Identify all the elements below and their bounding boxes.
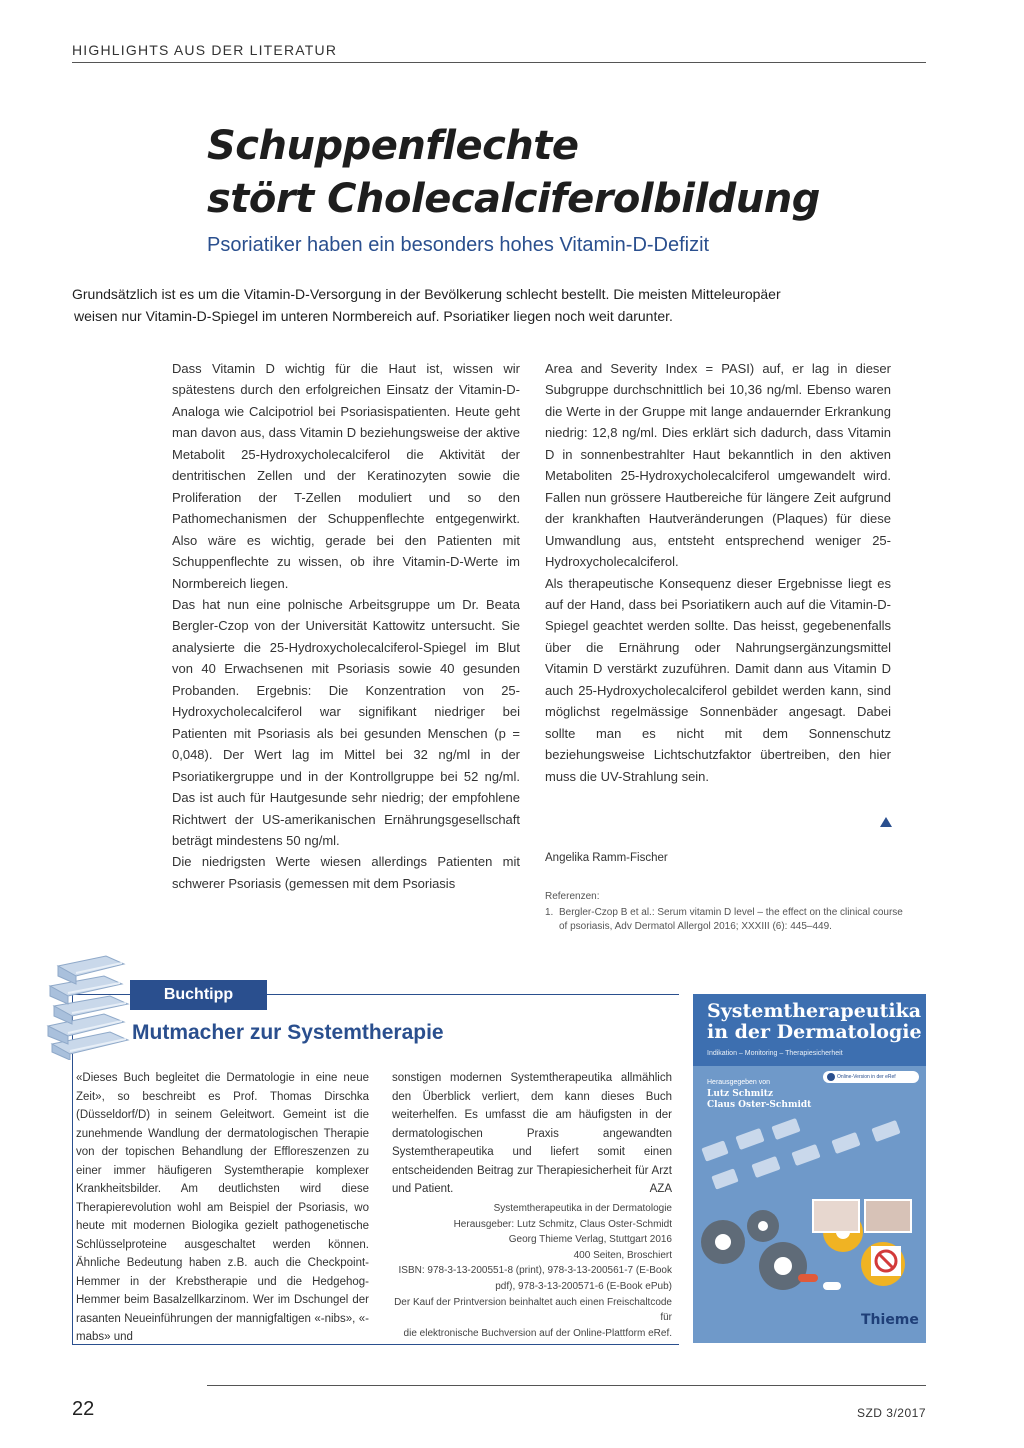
buchtipp-tag: Buchtipp <box>130 980 267 1010</box>
cover-eref-badge: Online-Version in der eRef <box>823 1071 919 1083</box>
article-subtitle: Psoriatiker haben ein besonders hohes Vitamin-D-Defizit <box>207 234 710 256</box>
review-text: sonstigen modernen Systemtherapeutika allmählich den Überblick verliert, dem kann dieses Buch weiterhelfen. Es umfasst die am häufigsten in der dermatologischen Praxis angewandten Systemtherapeutika und liefert somit einen entscheidenden Beitrag zur Therapiesicherheit für Arzt und Patient. <box>392 1072 672 1195</box>
paragraph: Das hat nun eine polnische Arbeitsgruppe um Dr. Beata Bergler-Czop von der Universität Kattowitz untersucht. Sie analysierte die 25-Hydroxycholecalciferol-Spiegel im Blut von 40 Erwachsenen mit Psoriasis sowie 40 gesunden Probanden. Ergebnis: Die Konzentration von 25-Hydroxycholecalciferol war signifikant niedriger bei Patienten mit Psoriasis als bei gesunden Menschen (p = 0,048). Der Wert lag im Mittel bei 32 ng/ml in der Psoriatikergruppe und in der Kontrollgruppe bei 52 ng/ml. Das ist auch für Hautgesunde sehr niedrig; der empfohlene Richtwert der US-amerikanischen Ernährungsgesellschaft beträgt mindestens 50 ng/ml. <box>172 596 520 848</box>
title-line-1: Schuppenflechte <box>207 123 579 169</box>
review-signoff: AZA <box>649 1183 672 1195</box>
cover-title <box>707 1001 922 1043</box>
article-column-1 <box>172 358 520 894</box>
issue-label: SZD 3/2017 <box>856 1406 926 1420</box>
review-column-2 <box>392 1069 672 1199</box>
review-column-1: «Dieses Buch begleitet die Dermatologie in eine neue Zeit», so beschreibt es Prof. Thomas Dirschka (Düsseldorf/D) in seinem Geleitwort. Gemeint ist die zunehmende Wandlung der dermatologischen Therapie von der topischen Behandlung der Effloreszenzen zu einer immer häufigeren Systemtherapie komplexer Krankheitsbilder. Am deutlichsten wird diese Therapierevolution wohl am Beispiel der Psoriasis, wo heute mit modernen Biologika gezielt pathogenetische Schlüsselproteine ausgeschaltet werden können. Ähnliche Bedeutung haben z.B. auch die Checkpoint-Hemmer in der Krebstherapie und die Hedgehog-Hemmer beim Basalzellkarzinom. Wer im Dschungel der rasanten Neueinführungen der mannigfaltigen «-nibs», «-mabs» und <box>76 1072 369 1343</box>
cover-editors <box>707 1089 811 1111</box>
lead-line-2: weisen nur Vitamin-D-Spiegel im unteren Normbereich auf. Psoriatiker liegen noch weit darunter. <box>74 308 673 324</box>
plus-icon <box>827 1073 835 1081</box>
footer-divider <box>207 1385 926 1386</box>
bib-line: Herausgeber: Lutz Schmitz, Claus Oster-Schmidt <box>453 1218 672 1230</box>
cover-editor-1: Lutz Schmitz <box>707 1089 774 1099</box>
article-lead <box>72 283 942 327</box>
cover-title-line-1: Systemtherapeutika <box>707 1000 922 1022</box>
bibliographic-info <box>392 1201 672 1341</box>
books-icon <box>40 948 135 1060</box>
bib-line: die elektronische Buchversion auf der Online-Plattform eRef. <box>403 1327 672 1339</box>
paragraph: Die niedrigsten Werte wiesen allerdings Patienten mit schwerer Psoriasis (gemessen mit dem Psoriasis <box>172 854 520 891</box>
publisher-logo: Thieme <box>861 1312 919 1328</box>
bib-line: Systemtherapeutika in der Dermatologie <box>493 1203 672 1214</box>
lead-line-1: Grundsätzlich ist es um die Vitamin-D-Versorgung in der Bevölkerung schlecht bestellt. Die meisten Mitteleuropäer <box>72 286 781 302</box>
title-line-2: stört Cholecalciferolbildung <box>207 176 820 222</box>
bib-line: Georg Thieme Verlag, Stuttgart 2016 <box>508 1234 672 1246</box>
bib-line: pdf), 978-3-13-200571-6 (E-Book ePub) <box>495 1280 672 1292</box>
reference-item <box>545 906 905 934</box>
buchtipp-title: Mutmacher zur Systemtherapie <box>132 1021 444 1044</box>
cover-editor-2: Claus Oster-Schmidt <box>707 1100 812 1110</box>
end-of-article-triangle-icon <box>880 817 892 827</box>
reference-number: 1. <box>545 907 554 918</box>
paragraph: Area and Severity Index = PASI) auf, er lag in dieser Subgruppe durchschnittlich bei 10,36 ng/ml. Ebenso waren die Werte in der Gruppe mit lange andauernder Erkrankung niedrig: 12,8 ng/ml. Dies erklärt sich dadurch, dass Vitamin D in sonnenbestrahlter Haut bekanntlich in den aktiven Metaboliten 25-Hydroxycholecalciferol umgewandelt wird. Fallen nun grössere Hautbereiche für längere Zeit aufgrund der krankhaften Hautveränderungen (Plaques) für diese Umwandlung aus, entsteht entsprechend weniger 25-Hydroxycholecalciferol. <box>545 361 891 570</box>
cover-subtitle: Indikation – Monitoring – Therapiesicherheit <box>707 1050 843 1057</box>
page-number: 22 <box>72 1398 95 1420</box>
paragraph: Als therapeutische Konsequenz dieser Ergebnisse liegt es auf der Hand, dass bei Psoriatikern auch auf die Vitamin-D-Spiegel geachtet werden sollte. Das heisst, gegebenenfalls über die Ernährung oder Nahrungsergänzungsmittel Vitamin D verstärkt zuzuführen. Damit dann aus Vitamin D auch 25-Hydroxycholecalciferol gebildet werden kann, sind möglichst regelmässige Sonnenbäder angesagt. Dabei sollte man es nicht mit dem Sonnenschutz beziehungsweise Lichtschutzfaktor übertreiben, den hier muss die UV-Strahlung sein. <box>545 575 891 784</box>
bib-line: Der Kauf der Printversion beinhaltet auch einen Freischaltcode für <box>394 1296 672 1324</box>
cover-artwork <box>693 1114 926 1314</box>
section-header: HIGHLIGHTS AUS DER LITERATUR <box>72 42 338 58</box>
article-title <box>207 120 947 226</box>
cover-title-line-2: in der Dermatologie <box>707 1021 922 1043</box>
article-column-2 <box>545 358 891 787</box>
bib-line: ISBN: 978-3-13-200551-8 (print), 978-3-13-200561-7 (E-Book <box>398 1265 672 1277</box>
reference-text: Bergler-Czop B et al.: Serum vitamin D level – the effect on the clinical course of psoriasis, Adv Dermatol Allergol 2016; XXXIII (6): 445–449. <box>559 907 903 932</box>
paragraph: Dass Vitamin D wichtig für die Haut ist, wissen wir spätestens durch den erfolgreichen Einsatz der Vitamin-D-Analoga wie Calcipotriol bei Psoriasispatienten. Heute geht man davon aus, dass Vitamin D beziehungsweise der aktive Metabolit 25-Hydroxycholecalciferol die Aktivität der dentritischen Zellen und der Keratinozyten sowie die Proliferation der T-Zellen moduliert und so den Pathomechanismen der Schuppenflechte entgegenwirkt. Also wäre es wichtig, gerade bei den Patienten mit Schuppenflechte zu wissen, ob ihre Vitamin-D-Werte im Normbereich liegen. <box>172 361 520 591</box>
cover-editors-label: Herausgegeben von <box>707 1079 771 1086</box>
book-cover <box>693 994 926 1343</box>
bib-line: 400 Seiten, Broschiert <box>573 1249 672 1261</box>
references-label: Referenzen: <box>545 891 600 902</box>
author: Angelika Ramm-Fischer <box>545 852 668 864</box>
header-divider <box>72 62 926 63</box>
